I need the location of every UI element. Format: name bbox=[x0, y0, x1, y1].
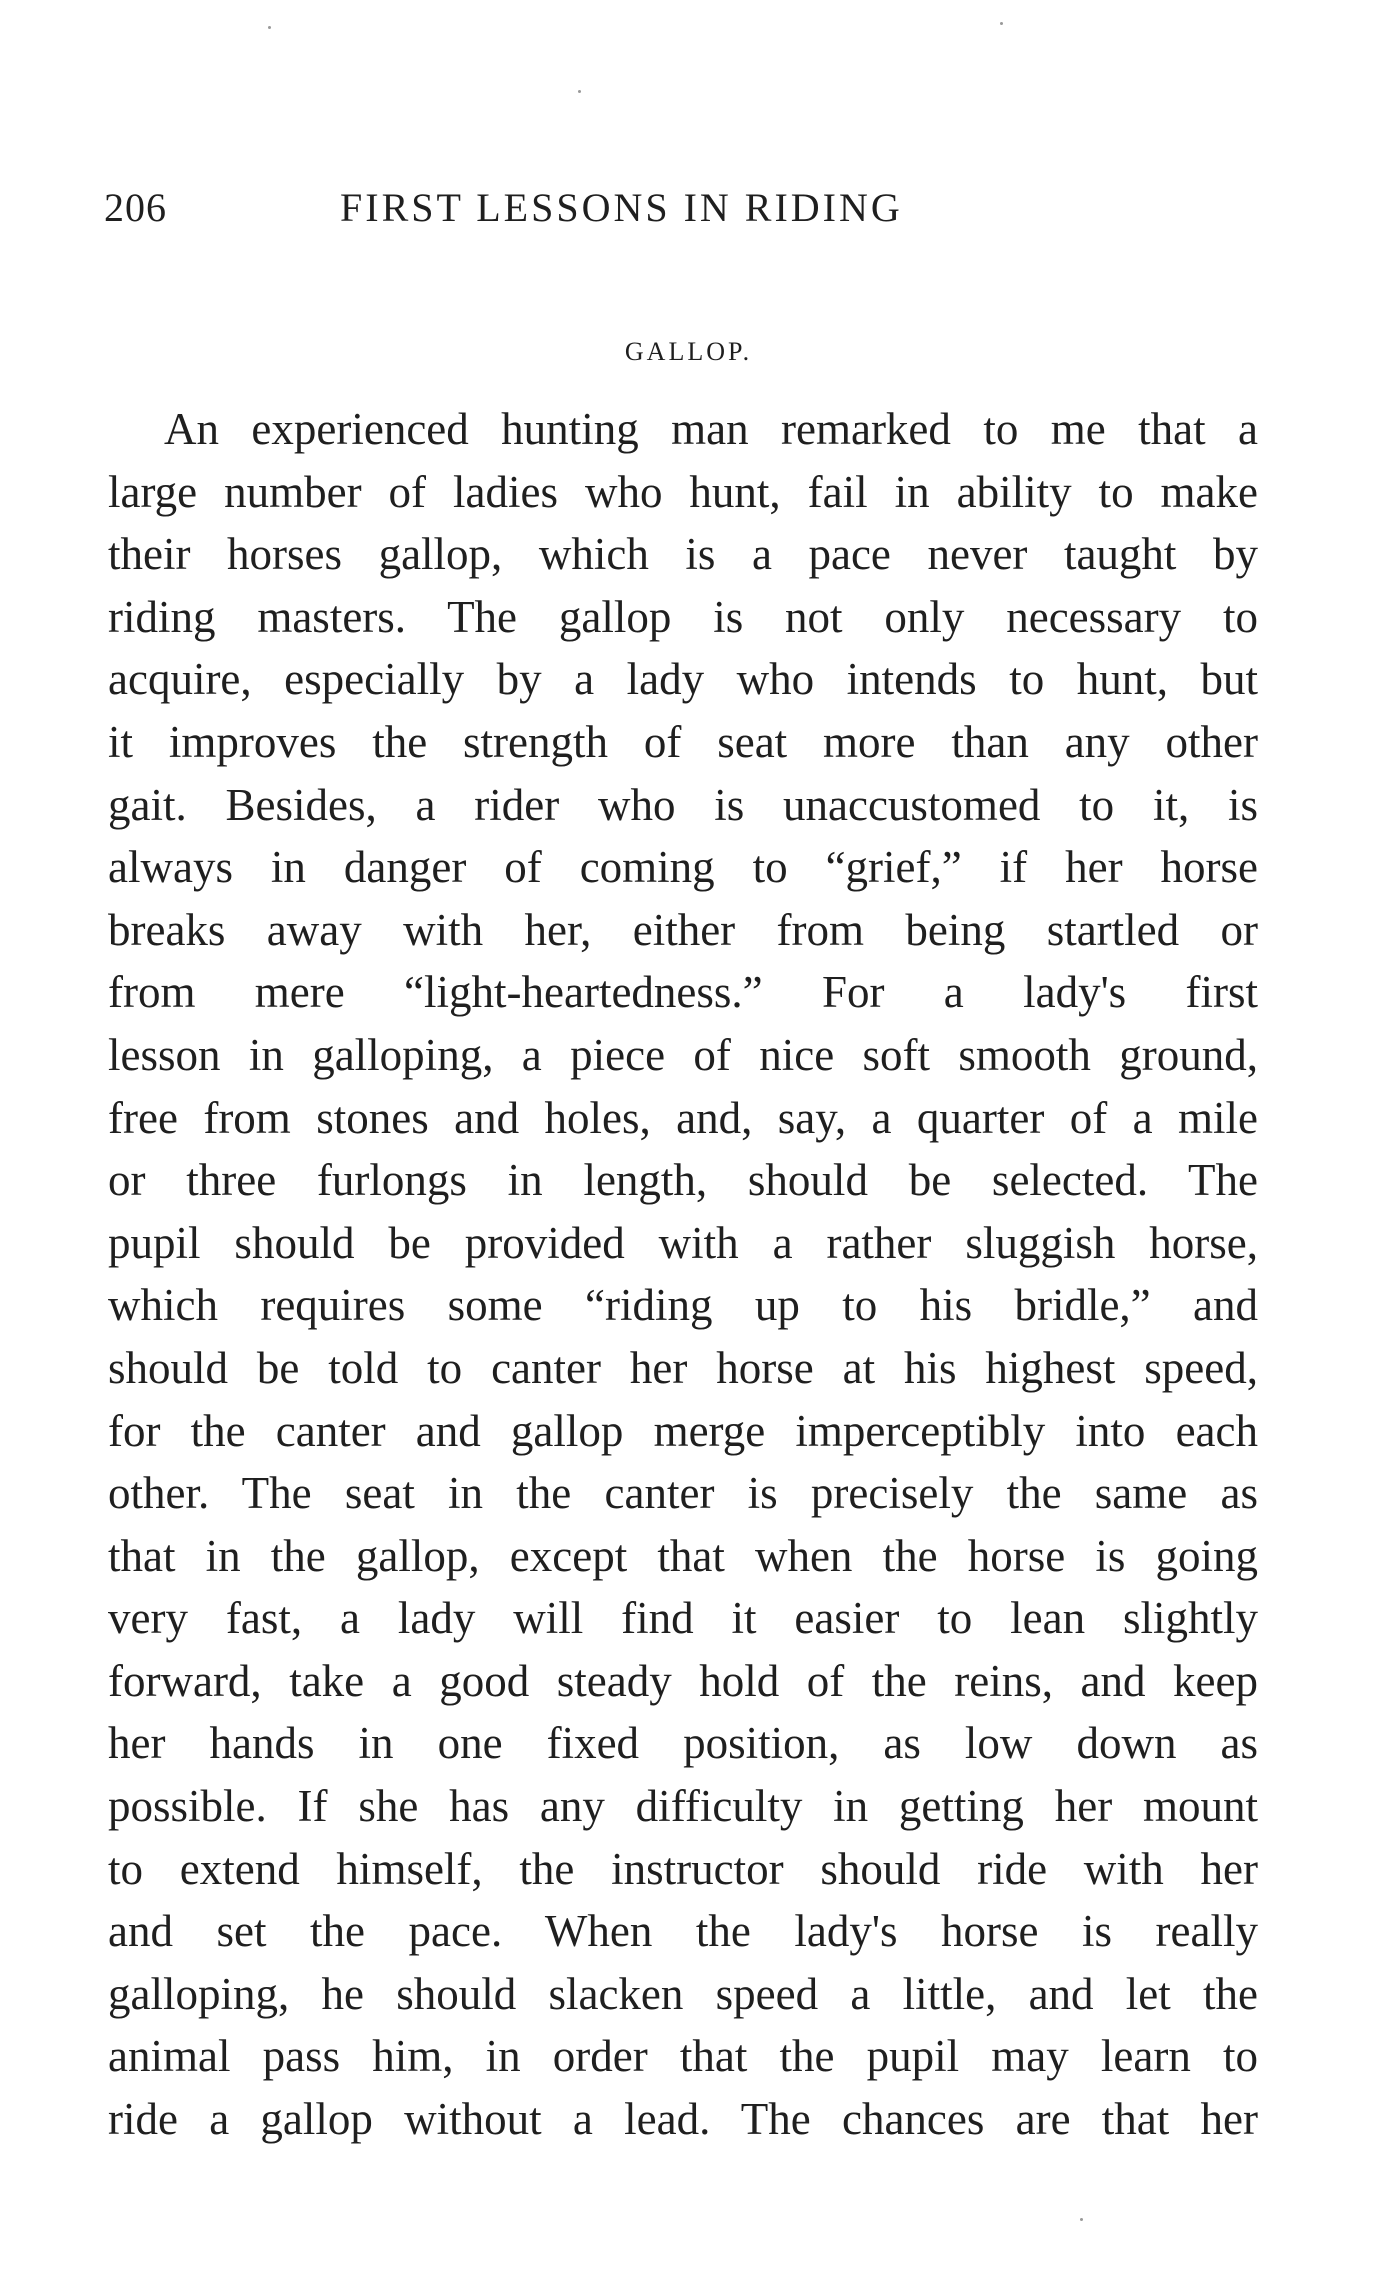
text-line: their horses gallop, which is a pace never taught by bbox=[108, 529, 1258, 580]
text-line: galloping, he should slacken speed a little, and let the bbox=[108, 1968, 1258, 2019]
text-line: breaks away with her, either from being startled or bbox=[108, 904, 1258, 955]
text-line: from mere “light-heartedness.” For a lady's first bbox=[108, 967, 1258, 1018]
text-line: to extend himself, the instructor should ride with her bbox=[108, 1843, 1258, 1894]
text-line: her hands in one fixed position, as low down as bbox=[108, 1718, 1258, 1769]
text-line: riding masters. The gallop is not only necessary to bbox=[108, 591, 1258, 642]
print-speck bbox=[578, 90, 581, 93]
text-line: pupil should be provided with a rather sluggish horse, bbox=[108, 1217, 1258, 1268]
print-speck bbox=[268, 26, 271, 29]
text-line: other. The seat in the canter is precisely the same as bbox=[108, 1468, 1258, 1519]
text-line: always in danger of coming to “grief,” if her horse bbox=[108, 842, 1258, 893]
text-line: ride a gallop without a lead. The chances are that her bbox=[108, 2094, 1258, 2145]
text-line: possible. If she has any difficulty in getting her mount bbox=[108, 1781, 1258, 1832]
text-line: which requires some “riding up to his bridle,” and bbox=[108, 1280, 1258, 1331]
text-line: or three furlongs in length, should be selected. The bbox=[108, 1155, 1258, 1206]
text-line: forward, take a good steady hold of the reins, and keep bbox=[108, 1655, 1258, 1706]
text-line: An experienced hunting man remarked to me that a bbox=[164, 404, 1258, 454]
print-speck bbox=[1080, 2218, 1083, 2221]
text-line: large number of ladies who hunt, fail in ability to make bbox=[108, 466, 1258, 517]
print-speck bbox=[1000, 22, 1003, 25]
running-title: FIRST LESSONS IN RIDING bbox=[340, 185, 903, 230]
text-line: and set the pace. When the lady's horse is really bbox=[108, 1906, 1258, 1957]
text-line: should be told to canter her horse at his highest speed, bbox=[108, 1342, 1258, 1393]
text-line: very fast, a lady will find it easier to lean slightly bbox=[108, 1593, 1258, 1644]
text-line: for the canter and gallop merge imperceptibly into each bbox=[108, 1405, 1258, 1456]
text-line: lesson in galloping, a piece of nice soft smooth ground, bbox=[108, 1029, 1258, 1080]
page-number: 206 bbox=[104, 185, 167, 230]
section-heading: GALLOP. bbox=[624, 337, 753, 366]
text-line: free from stones and holes, and, say, a quarter of a mile bbox=[108, 1092, 1258, 1143]
text-line: that in the gallop, except that when the horse is going bbox=[108, 1530, 1258, 1581]
text-line: animal pass him, in order that the pupil may learn to bbox=[108, 2031, 1258, 2082]
text-line: acquire, especially by a lady who intends to hunt, but bbox=[108, 654, 1258, 705]
body-paragraph bbox=[108, 398, 1258, 2151]
text-line: gait. Besides, a rider who is unaccustomed to it, is bbox=[108, 779, 1258, 830]
text-line: it improves the strength of seat more than any other bbox=[108, 716, 1258, 767]
